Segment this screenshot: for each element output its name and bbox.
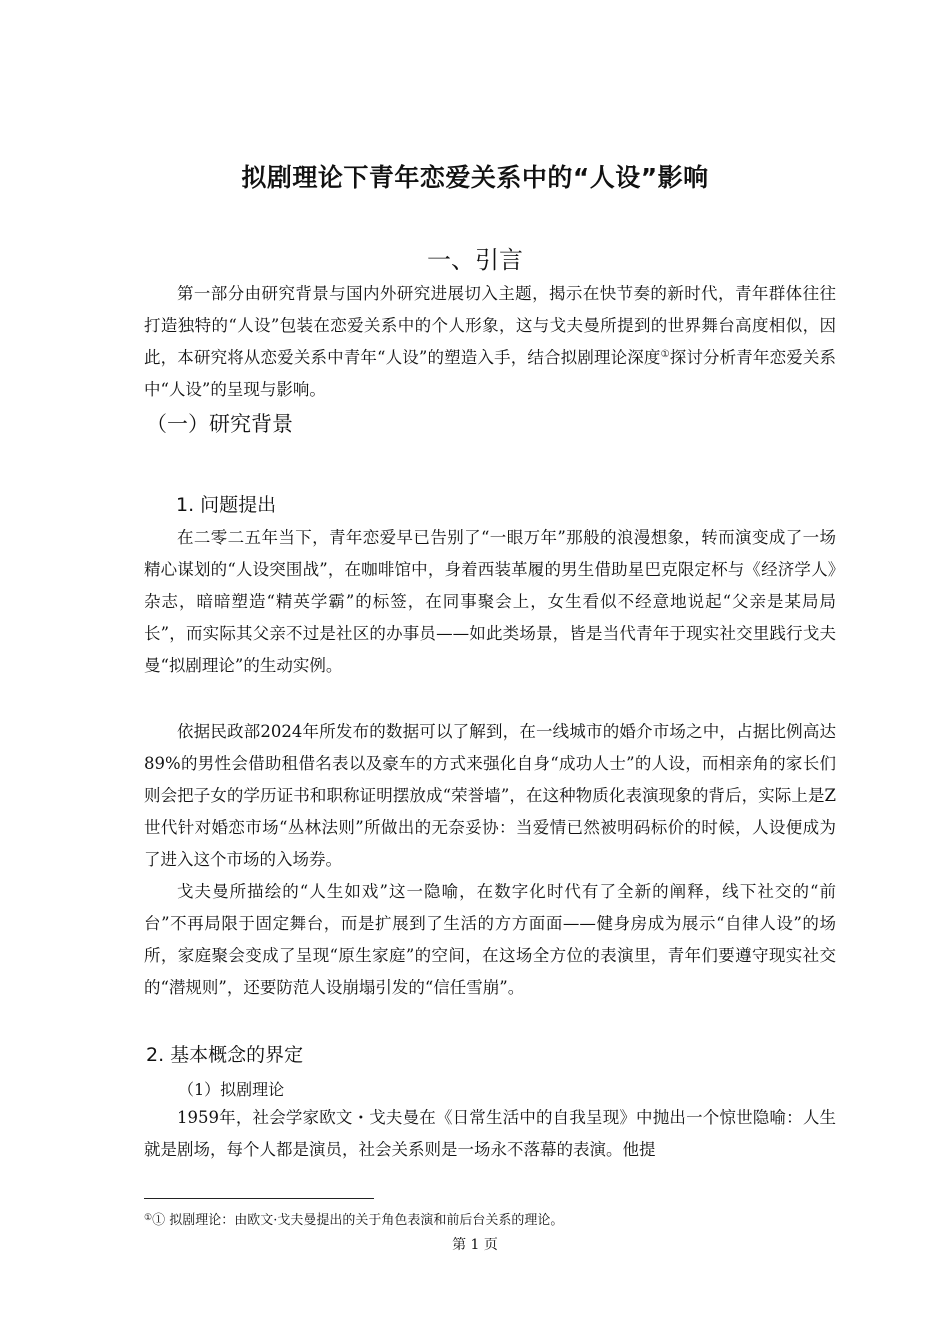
footnote-reference[interactable]: ① (660, 349, 670, 360)
footnote (144, 1209, 563, 1228)
body-paragraph: 1959年，社会学家欧文・戈夫曼在《日常生活中的自我呈现》中抛出一个惊世隐喻：人生就是剧场，每个人都是演员，社会关系则是一场永不落幕的表演。他提 (144, 1108, 836, 1159)
subsection-heading-background: （一）研究背景 (146, 412, 293, 436)
footnote-text: 拟剧理论：由欧文·戈夫曼提出的关于角色表演和前后台关系的理论。 (165, 1213, 564, 1228)
body-paragraph: 依据民政部2024年所发布的数据可以了解到，在一线城市的婚介市场之中，占据比例高达89%的男性会借助租借名表以及豪车的方式来强化自身“成功人士”的人设，而相亲角的家长们则会把子女的学历证书和职称证明摆放成“荣誉墙”，在这种物质化表演现象的背后，实际上是Z世代针对婚恋市场“丛林法则”所做出的无奈妥协：当爱情已然被明码标价的时候，人设便成为了进入这个市场的入场券。 (144, 722, 836, 869)
point-heading-definitions: 2. 基本概念的界定 (146, 1044, 304, 1066)
sub-heading-dramaturgy: （1）拟剧理论 (178, 1080, 285, 1099)
intro-text: 第一部分由研究背景与国内外研究进展切入主题，揭示在快节奏的新时代，青年群体往往打造独特的“人设”包装在恋爱关系中的个人形象，这与戈夫曼所提到的世界舞台高度相似，因此，本研究将从恋爱关系中青年“人设”的塑造入手，结合拟剧理论深度 (144, 284, 836, 367)
footnote-divider (144, 1198, 374, 1199)
body-paragraph: 戈夫曼所描绘的“人生如戏”这一隐喻，在数字化时代有了全新的阐释，线下社交的“前台”不再局限于固定舞台，而是扩展到了生活的方方面面——健身房成为展示“自律人设”的场所，家庭聚会变成了呈现“原生家庭”的空间，在这场全方位的表演里，青年们要遵守现实社交的“潜规则”，还要防范人设崩塌引发的“信任雪崩”。 (144, 882, 836, 997)
page-number: 第 1 页 (452, 1237, 498, 1253)
point-heading-problem: 1. 问题提出 (176, 494, 277, 516)
footnote-marker: ① (144, 1213, 153, 1223)
document-title: 拟剧理论下青年恋爱关系中的“人设”影响 (241, 163, 709, 192)
section-heading-introduction: 一、引言 (427, 246, 523, 274)
footnote-number: ① (152, 1213, 166, 1228)
intro-text-continued: 探讨分析青年恋爱关系中“人设”的呈现与影响。 (144, 348, 837, 399)
body-paragraph: 在二零二五年当下，青年恋爱早已告别了“一眼万年”那般的浪漫想象，转而演变成了一场精心谋划的“人设突围战”，在咖啡馆中，身着西装革履的男生借助星巴克限定杯与《经济学人》杂志，暗暗塑造“精英学霸”的标签，在同事聚会上，女生看似不经意地说起“父亲是某局局长”，而实际其父亲不过是社区的办事员——如此类场景，皆是当代青年于现实社交里践行戈夫曼“拟剧理论”的生动实例。 (144, 528, 836, 675)
intro-paragraph (144, 278, 836, 406)
